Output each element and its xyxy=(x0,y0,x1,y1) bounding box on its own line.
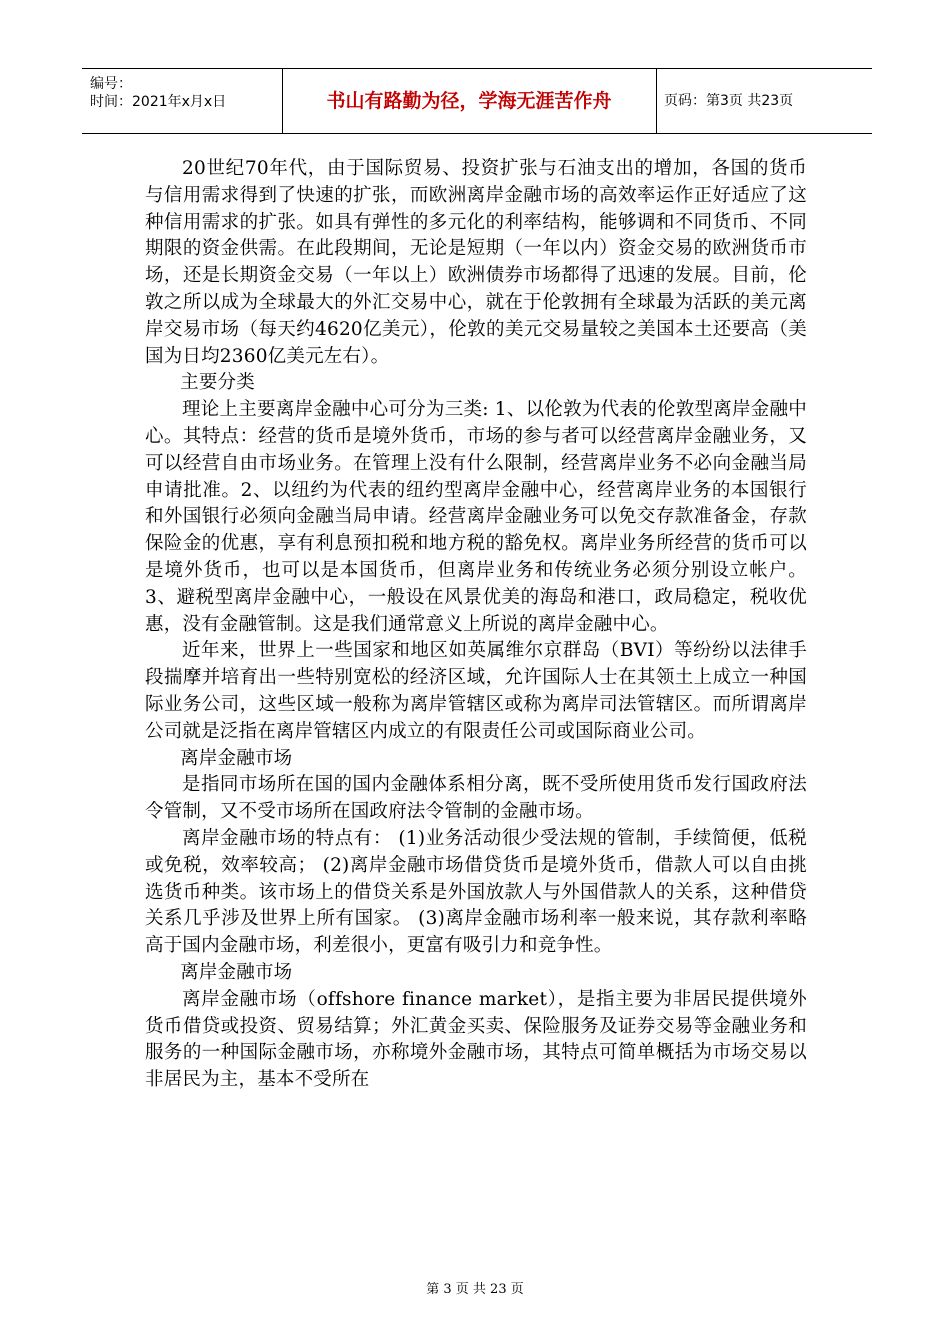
document-date-label: 时间：2021年x月x日 xyxy=(90,94,227,110)
header-page-label: 页码：第3页 共23页 xyxy=(664,93,794,109)
page-footer: 第 3 页 共 23 页 xyxy=(426,1282,524,1297)
body-paragraph: 近年来，世界上一些国家和地区如英属维尔京群岛（BVI）等纷纷以法律手段揣摩并培育出一些特别宽松的经济区域，允许国际人士在其领土上成立一种国际业务公司，这些区域一般称为离岸管辖区或称为离岸司法管辖区。而所谓离岸公司就是泛指在离岸管辖区内成立的有限责任公司或国际商业公司。 xyxy=(145,640,807,742)
body-paragraph: 离岸金融市场（offshore finance market），是指主要为非居民提供境外货币借贷或投资、贸易结算；外汇黄金买卖、保险服务及证券交易等金融业务和服务的一种国际金融市场，亦称境外金融市场，其特点可简单概括为市场交易以非居民为主，基本不受所在 xyxy=(145,988,807,1091)
section-heading: 离岸金融市场 xyxy=(180,747,293,769)
body-paragraph: 20世纪70年代，由于国际贸易、投资扩张与石油支出的增加，各国的货币与信用需求得到了快速的扩张，而欧洲离岸金融市场的高效率运作正好适应了这种信用需求的扩张。如具有弹性的多元化的利率结构，能够调和不同货币、不同期限的资金供需。在此段期间，无论是短期（一年以内）资金交易的欧洲货币市场，还是长期资金交易（一年以上）欧洲债券市场都得了迅速的发展。目前，伦敦之所以成为全球最大的外汇交易中心，就在于伦敦拥有全球最为活跃的美元离岸交易市场（每天约4620亿美元），伦敦的美元交易量较之美国本土还要高（美国为日均2360亿美元左右）。 xyxy=(145,158,807,367)
body-paragraph: 是指同市场所在国的国内金融体系相分离，既不受所使用货币发行国政府法令管制，又不受市场所在国政府法令管制的金融市场。 xyxy=(145,774,807,823)
header-motto: 书山有路勤为径，学海无涯苦作舟 xyxy=(282,69,657,133)
document-number-label: 编号： xyxy=(90,76,132,92)
page-header xyxy=(82,68,872,134)
header-left-cell xyxy=(82,69,283,133)
section-heading: 离岸金融市场 xyxy=(180,961,293,983)
body-paragraph: 离岸金融市场的特点有： (1)业务活动很少受法规的管制，手续简便，低税或免税，效率较高； (2)离岸金融市场借贷货币是境外货币，借款人可以自由挑选货币种类。该市场上的借贷关系是外国放款人与外国借款人的关系，这种借贷关系几乎涉及世界上所有国家。 (3)离岸金融市场利率一般来说，其存款利率略高于国内金融市场，利差很小，更富有吸引力和竞争性。 xyxy=(145,827,807,957)
section-heading: 主要分类 xyxy=(180,372,255,394)
document-body xyxy=(145,156,807,1094)
body-paragraph: 理论上主要离岸金融中心可分为三类: 1、以伦敦为代表的伦敦型离岸金融中心。其特点：经营的货币是境外货币，市场的参与者可以经营离岸金融业务，又可以经营自由市场业务。在管理上没有什么限制，经营离岸业务不必向金融当局申请批准。2、以纽约为代表的纽约型离岸金融中心，经营离岸业务的本国银行和外国银行必须向金融当局申请。经营离岸金融业务可以免交存款准备金，存款保险金的优惠，享有利息预扣税和地方税的豁免权。离岸业务所经营的货币可以是境外货币，也可以是本国货币，但离岸业务和传统业务必须分别设立帐户。3、避税型离岸金融中心，一般设在风景优美的海岛和港口，政局稳定，税收优惠，没有金融管制。这是我们通常意义上所说的离岸金融中心。 xyxy=(145,399,807,635)
